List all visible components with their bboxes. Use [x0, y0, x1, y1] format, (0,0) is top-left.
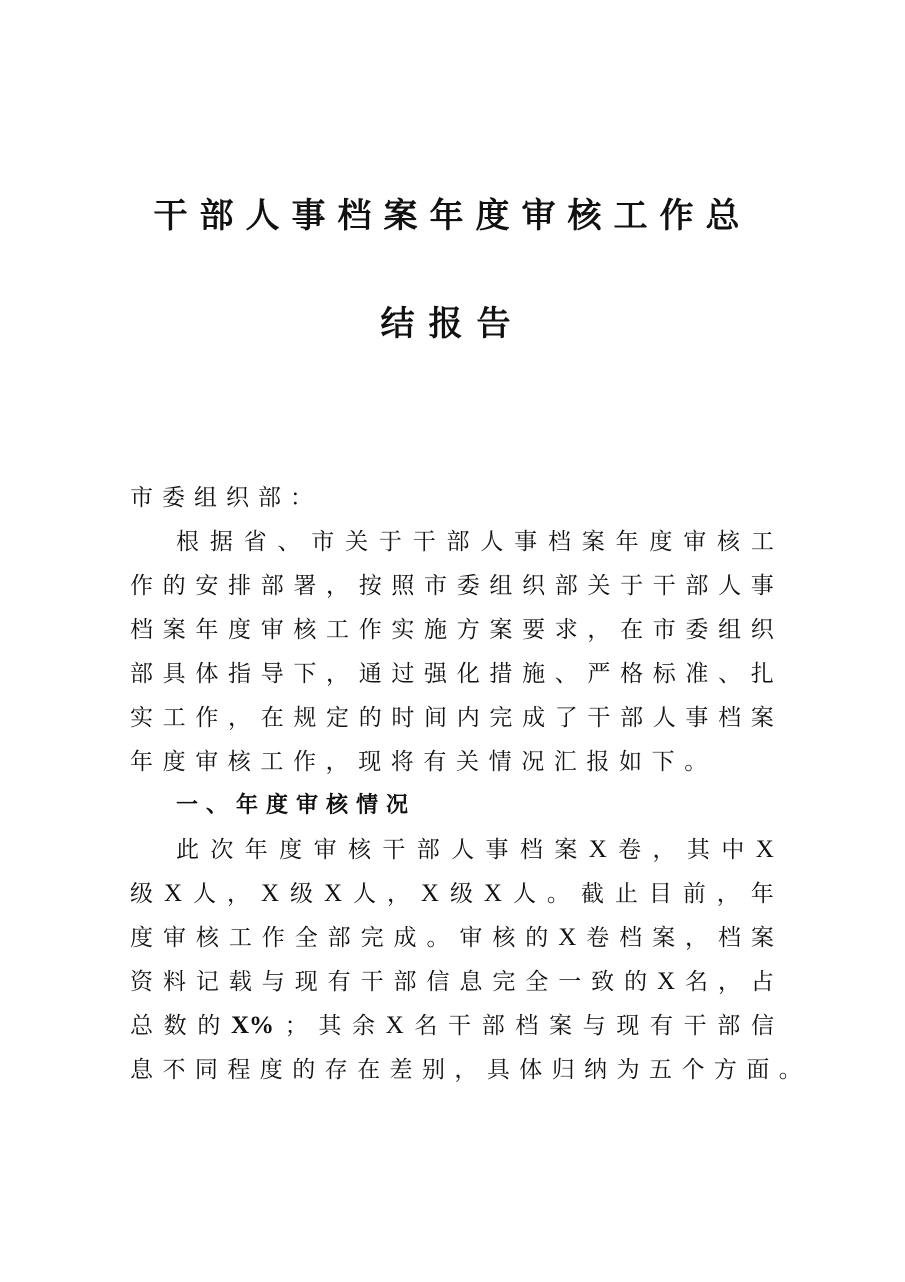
text-glyph: 息: [130, 1057, 153, 1083]
paragraph-1-line: [130, 696, 810, 740]
text-glyph: 要: [522, 617, 546, 643]
text-glyph: 组: [489, 573, 513, 599]
text-glyph: 干: [652, 573, 676, 599]
text-glyph: 于: [620, 573, 644, 599]
text-glyph: 度: [130, 925, 153, 951]
text-glyph: ，: [228, 705, 252, 731]
text-glyph: 信: [750, 1013, 774, 1039]
justified-text: [130, 608, 774, 652]
text-glyph: 干: [587, 705, 611, 731]
text-glyph: 程: [227, 1057, 251, 1083]
text-glyph: 差: [389, 1057, 413, 1083]
text-glyph: 作: [261, 925, 285, 951]
text-glyph: 扎: [750, 661, 774, 687]
text-glyph: 审: [683, 529, 707, 555]
text-glyph: 部: [481, 1013, 505, 1039]
text-glyph: 级: [130, 881, 153, 907]
text-glyph: 。: [426, 925, 450, 951]
text-glyph: 档: [519, 837, 543, 863]
text-glyph: 通: [358, 661, 382, 687]
document-title-line-1: 干部人事档案年度审核工作总: [153, 196, 752, 236]
text-glyph: 人: [193, 881, 216, 907]
text-glyph: 下: [293, 661, 317, 687]
text-glyph: 其: [686, 837, 710, 863]
text-glyph: 、: [718, 661, 742, 687]
justified-text: [130, 916, 774, 960]
text-glyph: 名: [685, 969, 708, 995]
text-glyph: 档: [718, 705, 742, 731]
text-glyph: 的: [197, 1013, 221, 1039]
text-glyph: 案: [162, 617, 186, 643]
text-glyph: 排: [228, 573, 252, 599]
text-glyph: 载: [228, 969, 252, 995]
text-glyph: 体: [195, 661, 219, 687]
text-glyph: 根: [176, 529, 199, 555]
text-glyph: 此: [176, 837, 199, 863]
text-glyph: 人: [480, 529, 504, 555]
text-glyph: 现: [616, 1013, 640, 1039]
text-glyph: 的: [525, 925, 549, 951]
text-glyph: 归: [551, 1057, 575, 1083]
text-glyph: 强: [424, 661, 448, 687]
text-glyph: 部: [260, 573, 284, 599]
text-glyph: 方: [713, 1057, 737, 1083]
text-glyph: 具: [162, 661, 186, 687]
text-glyph: 息: [459, 969, 483, 995]
text-glyph: 工: [750, 529, 774, 555]
text-glyph: 干: [382, 837, 406, 863]
text-glyph: 年: [615, 529, 639, 555]
text-glyph: X: [420, 880, 439, 907]
text-glyph: 化: [456, 661, 480, 687]
text-glyph: X: [385, 1012, 404, 1039]
salutation: 市委组织部：: [130, 485, 322, 511]
paragraph-1-line: [130, 520, 810, 564]
text-glyph: 格: [620, 661, 644, 687]
text-glyph: 部: [416, 837, 440, 863]
text-glyph: 署: [293, 573, 317, 599]
text-glyph: 总: [130, 1013, 153, 1039]
text-glyph: 年: [195, 617, 219, 643]
text-glyph: 组: [718, 617, 742, 643]
text-glyph: 度: [259, 1057, 283, 1083]
text-glyph: 年: [750, 881, 774, 907]
text-glyph: 工: [326, 617, 350, 643]
justified-text: [176, 828, 774, 872]
text-glyph: 级: [289, 881, 313, 907]
text-glyph: 干: [412, 529, 436, 555]
text-glyph: 织: [522, 573, 546, 599]
justified-text: [130, 1048, 802, 1092]
text-glyph: 委: [685, 617, 709, 643]
text-glyph: 的: [624, 969, 648, 995]
text-glyph: ，: [386, 881, 410, 907]
text-glyph: X: [260, 880, 279, 907]
text-glyph: 度: [279, 837, 303, 863]
text-glyph: 施: [424, 617, 448, 643]
text-glyph: 前: [682, 881, 706, 907]
text-glyph: 事: [685, 705, 709, 731]
text-glyph: 委: [456, 573, 480, 599]
text-glyph: 审: [313, 837, 337, 863]
text-glyph: X: [558, 924, 577, 951]
text-glyph: 为: [616, 1057, 640, 1083]
text-glyph: 中: [721, 837, 745, 863]
text-glyph: 年: [244, 837, 268, 863]
text-glyph: 过: [391, 661, 415, 687]
text-glyph: 事: [485, 837, 509, 863]
text-glyph: 案: [549, 1013, 572, 1039]
text-glyph: 规: [293, 705, 317, 731]
text-glyph: 事: [750, 573, 774, 599]
text-glyph: 核: [293, 617, 317, 643]
text-glyph: 。: [546, 881, 570, 907]
text-glyph: X: [483, 880, 502, 907]
text-glyph: 档: [619, 925, 643, 951]
text-glyph: 措: [489, 661, 513, 687]
text-glyph: 织: [750, 617, 774, 643]
text-glyph: 案: [750, 925, 774, 951]
text-glyph: 方: [456, 617, 480, 643]
justified-text: [130, 872, 774, 916]
text-glyph: 实: [130, 705, 153, 731]
text-glyph: 体: [519, 1057, 543, 1083]
paragraph-1-line: [130, 608, 810, 652]
text-glyph: 资: [130, 969, 153, 995]
text-glyph: 作: [130, 573, 153, 599]
text-glyph: 审: [162, 925, 186, 951]
text-glyph: 具: [486, 1057, 510, 1083]
text-glyph: 求: [554, 617, 578, 643]
text-glyph: 核: [347, 837, 371, 863]
text-glyph: 在: [260, 705, 284, 731]
text-glyph: 名: [414, 1013, 438, 1039]
text-glyph: 料: [162, 969, 186, 995]
text-glyph: 级: [449, 881, 473, 907]
text-glyph: 案: [489, 617, 513, 643]
text-glyph: 审: [459, 925, 483, 951]
text-glyph: 存: [324, 1057, 348, 1083]
text-glyph: 全: [294, 925, 318, 951]
text-glyph: X: [657, 968, 676, 995]
text-glyph: ，: [716, 881, 740, 907]
document-body: [130, 476, 810, 1092]
text-glyph: 数: [163, 1013, 187, 1039]
text-glyph: 纳: [584, 1057, 608, 1083]
text-glyph: 全: [525, 969, 549, 995]
text-glyph: 档: [547, 529, 571, 555]
text-glyph: 作: [195, 705, 219, 731]
text-glyph: 记: [195, 969, 219, 995]
text-glyph: 内: [456, 705, 480, 731]
text-glyph: 干: [683, 1013, 707, 1039]
text-glyph: 安: [195, 573, 219, 599]
text-glyph: 成: [393, 925, 417, 951]
text-glyph: 一: [558, 969, 582, 995]
text-glyph: 与: [261, 969, 285, 995]
text-glyph: 案: [554, 837, 578, 863]
text-glyph: 致: [591, 969, 615, 995]
text-glyph: ，: [454, 1057, 478, 1083]
text-glyph: 、: [277, 529, 301, 555]
text-glyph: ，: [326, 661, 350, 687]
text-glyph: 其: [318, 1013, 342, 1039]
text-glyph: 的: [358, 705, 382, 731]
text-glyph: 关: [345, 529, 369, 555]
paragraph-2-line: [130, 872, 810, 916]
text-glyph: 于: [378, 529, 402, 555]
text-glyph: 指: [228, 661, 252, 687]
text-glyph: 准: [685, 661, 709, 687]
text-glyph: X: [755, 836, 774, 863]
text-glyph: 人: [352, 881, 376, 907]
text-glyph: 卷: [586, 925, 610, 951]
text-glyph: 干: [448, 1013, 472, 1039]
text-glyph: 成: [522, 705, 546, 731]
paragraph-1-line: [130, 652, 810, 696]
text-glyph: 完: [489, 705, 513, 731]
text-glyph: 度: [228, 617, 252, 643]
text-glyph: 案: [652, 925, 676, 951]
text-glyph: X%: [230, 1012, 275, 1039]
text-glyph: 市: [424, 573, 448, 599]
text-glyph: 核: [492, 925, 516, 951]
text-glyph: 作: [358, 617, 382, 643]
justified-text: [130, 652, 774, 696]
justified-text: [130, 960, 774, 1004]
text-glyph: 次: [210, 837, 234, 863]
paragraph-2-line: [130, 916, 810, 960]
text-glyph: 别: [421, 1057, 445, 1083]
justified-text: [130, 696, 774, 740]
text-glyph: 信: [426, 969, 450, 995]
justified-text: [176, 520, 774, 564]
paragraph-2-line: [130, 960, 810, 1004]
text-glyph: 核: [717, 529, 740, 555]
justified-text: [130, 1004, 774, 1048]
text-glyph: 据: [209, 529, 233, 555]
text-glyph: 余: [352, 1013, 375, 1039]
text-glyph: 核: [195, 925, 219, 951]
text-glyph: 干: [360, 969, 384, 995]
text-glyph: 导: [260, 661, 284, 687]
text-glyph: 间: [424, 705, 448, 731]
text-glyph: 档: [717, 925, 741, 951]
text-glyph: 时: [391, 705, 415, 731]
text-glyph: ，: [226, 881, 250, 907]
text-glyph: 案: [750, 705, 774, 731]
text-glyph: 实: [391, 617, 415, 643]
text-glyph: 有: [327, 969, 351, 995]
text-glyph: 同: [194, 1057, 218, 1083]
text-glyph: ，: [685, 925, 708, 951]
text-glyph: 个: [681, 1057, 705, 1083]
text-glyph: 止: [614, 881, 638, 907]
text-glyph: 有: [649, 1013, 673, 1039]
text-glyph: ；: [284, 1013, 308, 1039]
text-glyph: 目: [648, 881, 672, 907]
text-glyph: 部: [717, 1013, 741, 1039]
section-1-heading: 一、年度审核情况: [176, 793, 417, 818]
text-glyph: X: [163, 880, 183, 907]
paragraph-1-line: [130, 564, 810, 608]
text-glyph: 标: [652, 661, 676, 687]
text-glyph: 事: [514, 529, 538, 555]
text-glyph: 占: [750, 969, 774, 995]
text-glyph: 按: [358, 573, 382, 599]
text-glyph: 部: [446, 529, 470, 555]
text-glyph: 部: [685, 573, 709, 599]
text-glyph: X: [588, 836, 607, 863]
text-glyph: 截: [580, 881, 604, 907]
text-glyph: 人: [512, 881, 536, 907]
text-glyph: 完: [360, 925, 384, 951]
text-glyph: 市: [311, 529, 335, 555]
text-glyph: 档: [130, 617, 153, 643]
text-glyph: 部: [327, 925, 351, 951]
paragraph-1-last-line: 年度审核工作，现将有关情况汇报如下。: [130, 749, 717, 775]
text-glyph: ，: [587, 617, 611, 643]
text-glyph: 施: [522, 661, 546, 687]
text-glyph: 人: [451, 837, 475, 863]
text-glyph: 人: [718, 573, 742, 599]
text-glyph: 完: [492, 969, 516, 995]
text-glyph: 部: [620, 705, 644, 731]
text-glyph: 严: [587, 661, 611, 687]
text-glyph: 度: [649, 529, 673, 555]
text-glyph: 卷: [618, 837, 642, 863]
text-glyph: 不: [162, 1057, 186, 1083]
paragraph-2-line: [130, 828, 810, 872]
text-glyph: 部: [130, 661, 153, 687]
text-glyph: 档: [515, 1013, 539, 1039]
paragraph-2-last-line: [130, 1048, 810, 1092]
text-glyph: 案: [581, 529, 605, 555]
document-title-line-2: 结报告: [380, 304, 525, 344]
text-glyph: 五: [649, 1057, 672, 1083]
text-glyph: ，: [652, 837, 676, 863]
text-glyph: 了: [554, 705, 578, 731]
text-glyph: 现: [294, 969, 318, 995]
text-glyph: 审: [260, 617, 284, 643]
text-glyph: 工: [228, 925, 252, 951]
justified-text: [130, 564, 774, 608]
text-glyph: 。: [778, 1057, 802, 1083]
text-glyph: X: [323, 880, 342, 907]
text-glyph: 的: [292, 1057, 316, 1083]
text-glyph: 与: [582, 1013, 606, 1039]
text-glyph: ，: [326, 573, 350, 599]
text-glyph: 面: [746, 1057, 770, 1083]
text-glyph: 照: [391, 573, 415, 599]
text-glyph: 省: [243, 529, 267, 555]
text-glyph: 的: [162, 573, 186, 599]
text-glyph: 定: [326, 705, 350, 731]
text-glyph: 工: [162, 705, 186, 731]
text-glyph: 、: [554, 661, 578, 687]
text-glyph: 在: [357, 1057, 381, 1083]
text-glyph: 人: [652, 705, 676, 731]
paragraph-2-line: [130, 1004, 810, 1048]
text-glyph: 关: [587, 573, 611, 599]
text-glyph: 市: [652, 617, 676, 643]
text-glyph: 部: [554, 573, 578, 599]
text-glyph: 部: [393, 969, 417, 995]
text-glyph: ，: [717, 969, 741, 995]
text-glyph: 在: [620, 617, 644, 643]
